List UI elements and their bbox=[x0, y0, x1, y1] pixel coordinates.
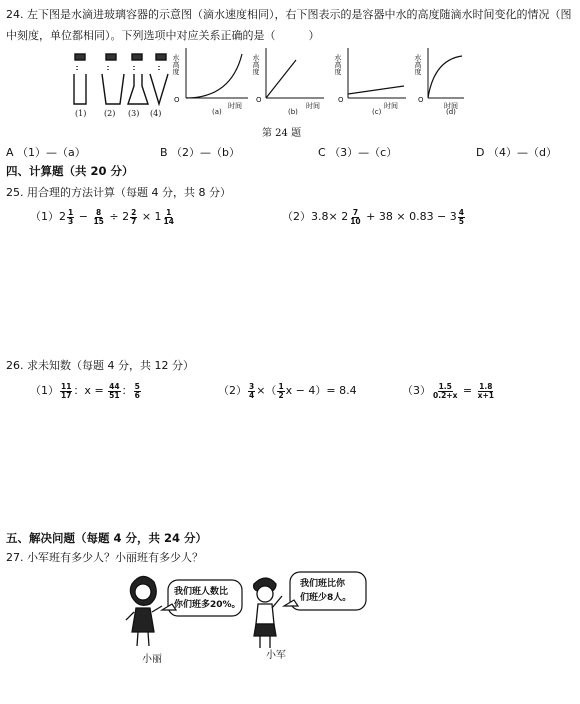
numerator: 3 bbox=[249, 381, 255, 391]
graph-c-ylabel: 水高度 bbox=[334, 54, 342, 75]
fraction bbox=[349, 209, 361, 226]
denominator: 0.2+x bbox=[433, 390, 458, 400]
graph-c bbox=[334, 48, 406, 116]
graph-d-origin: O bbox=[418, 96, 424, 104]
fraction bbox=[92, 209, 104, 226]
numerator: 1 bbox=[278, 381, 284, 391]
graph-d bbox=[414, 48, 464, 116]
question-24-figure bbox=[66, 46, 466, 128]
expr-part: ×（ bbox=[256, 384, 277, 397]
numerator: 8 bbox=[96, 207, 102, 217]
figure-caption: 第 24 题 bbox=[262, 128, 302, 139]
numerator: 5 bbox=[134, 381, 140, 391]
mixed-whole: 2 bbox=[59, 210, 66, 223]
graph-d-ylabel: 水高度 bbox=[414, 54, 422, 75]
section-5-title: 五、解决问题（每题 4 分，共 24 分） bbox=[6, 531, 208, 545]
graph-d-xlabel: 时间 bbox=[444, 102, 458, 110]
fraction bbox=[163, 209, 175, 226]
container-2 bbox=[102, 54, 124, 104]
option-b[interactable] bbox=[160, 144, 240, 160]
fraction bbox=[277, 383, 284, 400]
graph-d-label: (d) bbox=[446, 108, 456, 116]
mixed-whole: 1 bbox=[154, 210, 162, 223]
graph-a-origin: O bbox=[174, 96, 180, 104]
question-number: 26. bbox=[6, 359, 24, 372]
numerator: 44 bbox=[109, 381, 120, 391]
boy-speech-line-1: 我们班比你 bbox=[300, 579, 346, 589]
q25-problem-1 bbox=[30, 208, 176, 226]
numerator: 2 bbox=[131, 207, 137, 217]
option-text: （4）—（d） bbox=[487, 146, 557, 159]
fraction bbox=[248, 383, 255, 400]
option-letter: B bbox=[160, 146, 168, 159]
fraction bbox=[134, 383, 141, 400]
denominator: 2 bbox=[278, 390, 284, 400]
container-label-1: (1) bbox=[75, 109, 87, 118]
q25-problem-2 bbox=[282, 208, 466, 226]
question-text: 小军班有多少人？小丽班有多少人？ bbox=[27, 551, 203, 564]
graph-b-ylabel: 水高度 bbox=[252, 54, 260, 75]
option-text: （2）—（b） bbox=[171, 146, 241, 159]
option-d[interactable] bbox=[476, 144, 557, 160]
graph-a-xlabel: 时间 bbox=[228, 102, 242, 110]
question-text: 左下图是水滴进玻璃容器的示意图（滴水速度相同），右下图表示的是容器中水的高度随滴水时间变化的情况（图中刻度，单位都相同）。下列选项中对应关系正确的是（ ） bbox=[6, 8, 572, 42]
question-number: 25. bbox=[6, 186, 24, 199]
graph-c-xlabel: 时间 bbox=[384, 102, 398, 110]
expr-part: 3.8× 2 bbox=[311, 210, 349, 223]
numerator: 7 bbox=[352, 207, 359, 217]
denominator: 17 bbox=[61, 390, 72, 400]
expr-part: + 38 × 0.83 − 3 bbox=[362, 210, 457, 223]
container-3 bbox=[128, 54, 148, 104]
problem-label: （2） bbox=[218, 384, 247, 397]
option-a[interactable] bbox=[6, 144, 86, 160]
graph-c-origin: O bbox=[338, 96, 344, 104]
denominator: x+1 bbox=[477, 390, 494, 400]
numerator: 1.5 bbox=[438, 381, 452, 391]
numerator: 11 bbox=[61, 381, 72, 391]
denominator: 51 bbox=[109, 390, 120, 400]
graph-b-label: (b) bbox=[288, 108, 298, 116]
expr-part: ： bbox=[121, 384, 133, 397]
numerator: 4 bbox=[458, 207, 464, 217]
girl-figure bbox=[126, 576, 162, 646]
container-4 bbox=[150, 54, 168, 104]
mixed-whole: 2 bbox=[122, 210, 130, 223]
fraction bbox=[432, 383, 458, 400]
question-text: 求未知数（每题 4 分，共 12 分） bbox=[27, 359, 194, 372]
question-number: 27. bbox=[6, 551, 24, 564]
graph-b-origin: O bbox=[256, 96, 262, 104]
expr-part: x − 4）= 8.4 bbox=[285, 384, 357, 397]
question-24 bbox=[6, 4, 574, 46]
problem-label: （1） bbox=[30, 210, 59, 223]
graph-a-label: (a) bbox=[212, 108, 222, 116]
problem-label: （2） bbox=[282, 210, 311, 223]
option-letter: D bbox=[476, 146, 485, 159]
numerator: 1.8 bbox=[479, 381, 493, 391]
container-label-2: (2) bbox=[104, 109, 116, 118]
graph-a-ylabel: 水高度 bbox=[172, 54, 180, 75]
denominator: 14 bbox=[163, 216, 174, 226]
option-text: （3）—（c） bbox=[329, 146, 398, 159]
question-27 bbox=[6, 549, 203, 565]
graph-b bbox=[252, 48, 324, 116]
expr-part: ：x = bbox=[73, 384, 104, 397]
denominator: 4 bbox=[249, 390, 255, 400]
denominator: 7 bbox=[131, 216, 137, 226]
graph-a bbox=[172, 48, 248, 116]
container-1 bbox=[74, 54, 86, 104]
operator: × bbox=[141, 210, 152, 223]
fraction bbox=[458, 209, 465, 226]
q26-problem-3 bbox=[402, 382, 496, 400]
option-letter: C bbox=[318, 146, 326, 159]
question-26 bbox=[6, 357, 194, 373]
question-number: 24. bbox=[6, 8, 24, 21]
girl-name: 小丽 bbox=[142, 654, 162, 665]
q27-cartoon bbox=[120, 566, 380, 666]
container-label-4: (4) bbox=[150, 109, 162, 118]
girl-speech-line-2: 你们班多20%。 bbox=[174, 600, 241, 610]
fraction bbox=[67, 209, 74, 226]
fraction bbox=[130, 209, 137, 226]
question-25 bbox=[6, 184, 231, 200]
boy-name: 小军 bbox=[266, 650, 286, 661]
boy-figure bbox=[254, 578, 282, 648]
problem-label: （3） bbox=[402, 384, 431, 397]
boy-speech-line-2: 们班少8人。 bbox=[300, 593, 352, 603]
problem-label: （1） bbox=[30, 384, 59, 397]
fraction bbox=[477, 383, 495, 400]
denominator: 3 bbox=[68, 216, 74, 226]
denominator: 5 bbox=[458, 216, 464, 226]
question-text: 用合理的方法计算（每题 4 分，共 8 分） bbox=[27, 186, 231, 199]
operator: = bbox=[462, 384, 473, 397]
graph-b-xlabel: 时间 bbox=[306, 102, 320, 110]
numerator: 1 bbox=[68, 207, 74, 217]
denominator: 6 bbox=[134, 390, 140, 400]
operator: − bbox=[78, 210, 88, 223]
graph-c-label: (c) bbox=[372, 108, 382, 116]
operator: ÷ bbox=[109, 210, 119, 223]
girl-speech-line-1: 我们班人数比 bbox=[174, 587, 229, 597]
option-c[interactable] bbox=[318, 144, 397, 160]
denominator: 10 bbox=[350, 216, 361, 226]
section-4-title: 四、计算题（共 20 分） bbox=[6, 164, 134, 178]
denominator: 15 bbox=[93, 216, 104, 226]
fraction bbox=[60, 383, 72, 400]
fraction bbox=[108, 383, 120, 400]
container-label-3: (3) bbox=[128, 109, 140, 118]
q26-problem-2 bbox=[218, 382, 357, 400]
q26-problem-1 bbox=[30, 382, 142, 400]
option-letter: A bbox=[6, 146, 14, 159]
numerator: 1 bbox=[166, 207, 172, 217]
option-text: （1）—（a） bbox=[17, 146, 86, 159]
